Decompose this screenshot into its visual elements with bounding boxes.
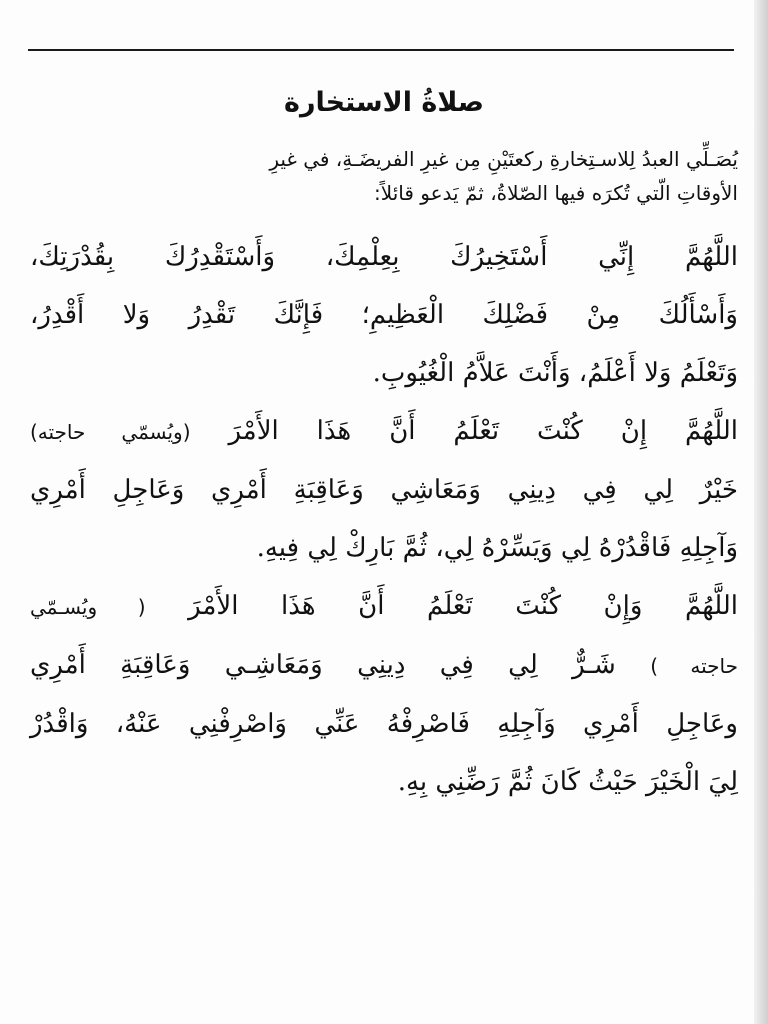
dua3-line-1-note: ( ويُسـمّي (30, 595, 146, 619)
document-body (30, 78, 738, 811)
intro-paragraph (30, 142, 738, 210)
dua3-line-1-text: اللَّهُمَّ وَإِنْ كُنْتَ تَعْلَمُ أَنَّ هَذَا الأَمْرَ (188, 591, 739, 621)
dua2-line-1 (30, 402, 738, 461)
dua-paragraph-2 (30, 402, 738, 577)
dua2-line-1-note: (ويُسمّي حاجته) (30, 420, 191, 444)
dua-paragraph-3 (30, 577, 738, 811)
dua2-line-1-text: اللَّهُمَّ إِنْ كُنْتَ تَعْلَمُ أَنَّ هَذَا الأَمْرَ (228, 416, 739, 446)
dua3-line-2-note: حاجته ) (650, 654, 738, 678)
dua-paragraph-1 (30, 228, 738, 402)
dua1-line-3: وَتَعْلَمُ وَلا أَعْلَمُ، وَأَنْتَ عَلاَّمُ الْغُيُوبِ. (372, 358, 738, 388)
dua2-line-2: خَيْرٌ لِي فِي دِينِي وَمَعَاشِي وَعَاقِبَةِ أَمْرِي وَعَاجِلِ أَمْرِي (30, 475, 738, 505)
intro-line-2: الأوقاتِ الّتي تُكرَه فيها الصّلاةُ، ثمّ يَدعو قائلاً: (374, 181, 738, 205)
dua2-line-3: وَآجِلِهِ فَاقْدُرْهُ لِي وَيَسِّرْهُ لِي، ثُمَّ بَارِكْ لِي فِيهِ. (256, 533, 738, 563)
dua3-line-4: لِيَ الْخَيْرَ حَيْثُ كَانَ ثُمَّ رَضِّنِي بِهِ. (397, 767, 738, 797)
dua3-line-2-text: شَـرٌّ لِي فِي دِينِي وَمَعَاشِـي وَعَاقِبَةِ أَمْرِي (30, 650, 616, 680)
page-edge-shadow (754, 0, 768, 1024)
intro-line-1: يُصَـلِّي العبدُ لِلاسـتِخارةِ ركعتَيْنِ مِن غيرِ الفريضَـةِ، في غيرِ (269, 147, 738, 171)
dua3-line-3: وعَاجِلِ أَمْرِي وَآجِلِهِ فَاصْرِفْهُ عَنِّي وَاصْرِفْنِي عَنْهُ، وَاقْدُرْ (30, 709, 738, 739)
dua3-line-1 (30, 577, 738, 636)
dua1-line-2: وَأَسْأَلُكَ مِنْ فَضْلِكَ الْعَظِيمِ؛ فَإِنَّكَ تَقْدِرُ وَلا أَقْدِرُ، (30, 300, 738, 330)
page-title: صلاةُ الاستخارة (284, 87, 484, 118)
dua1-line-1: اللَّهُمَّ إِنِّي أَسْتَخِيرُكَ بِعِلْمِكَ، وَأَسْتَقْدِرُكَ بِقُدْرَتِكَ، (30, 242, 738, 272)
top-divider (28, 49, 734, 51)
dua3-line-2 (30, 636, 738, 695)
